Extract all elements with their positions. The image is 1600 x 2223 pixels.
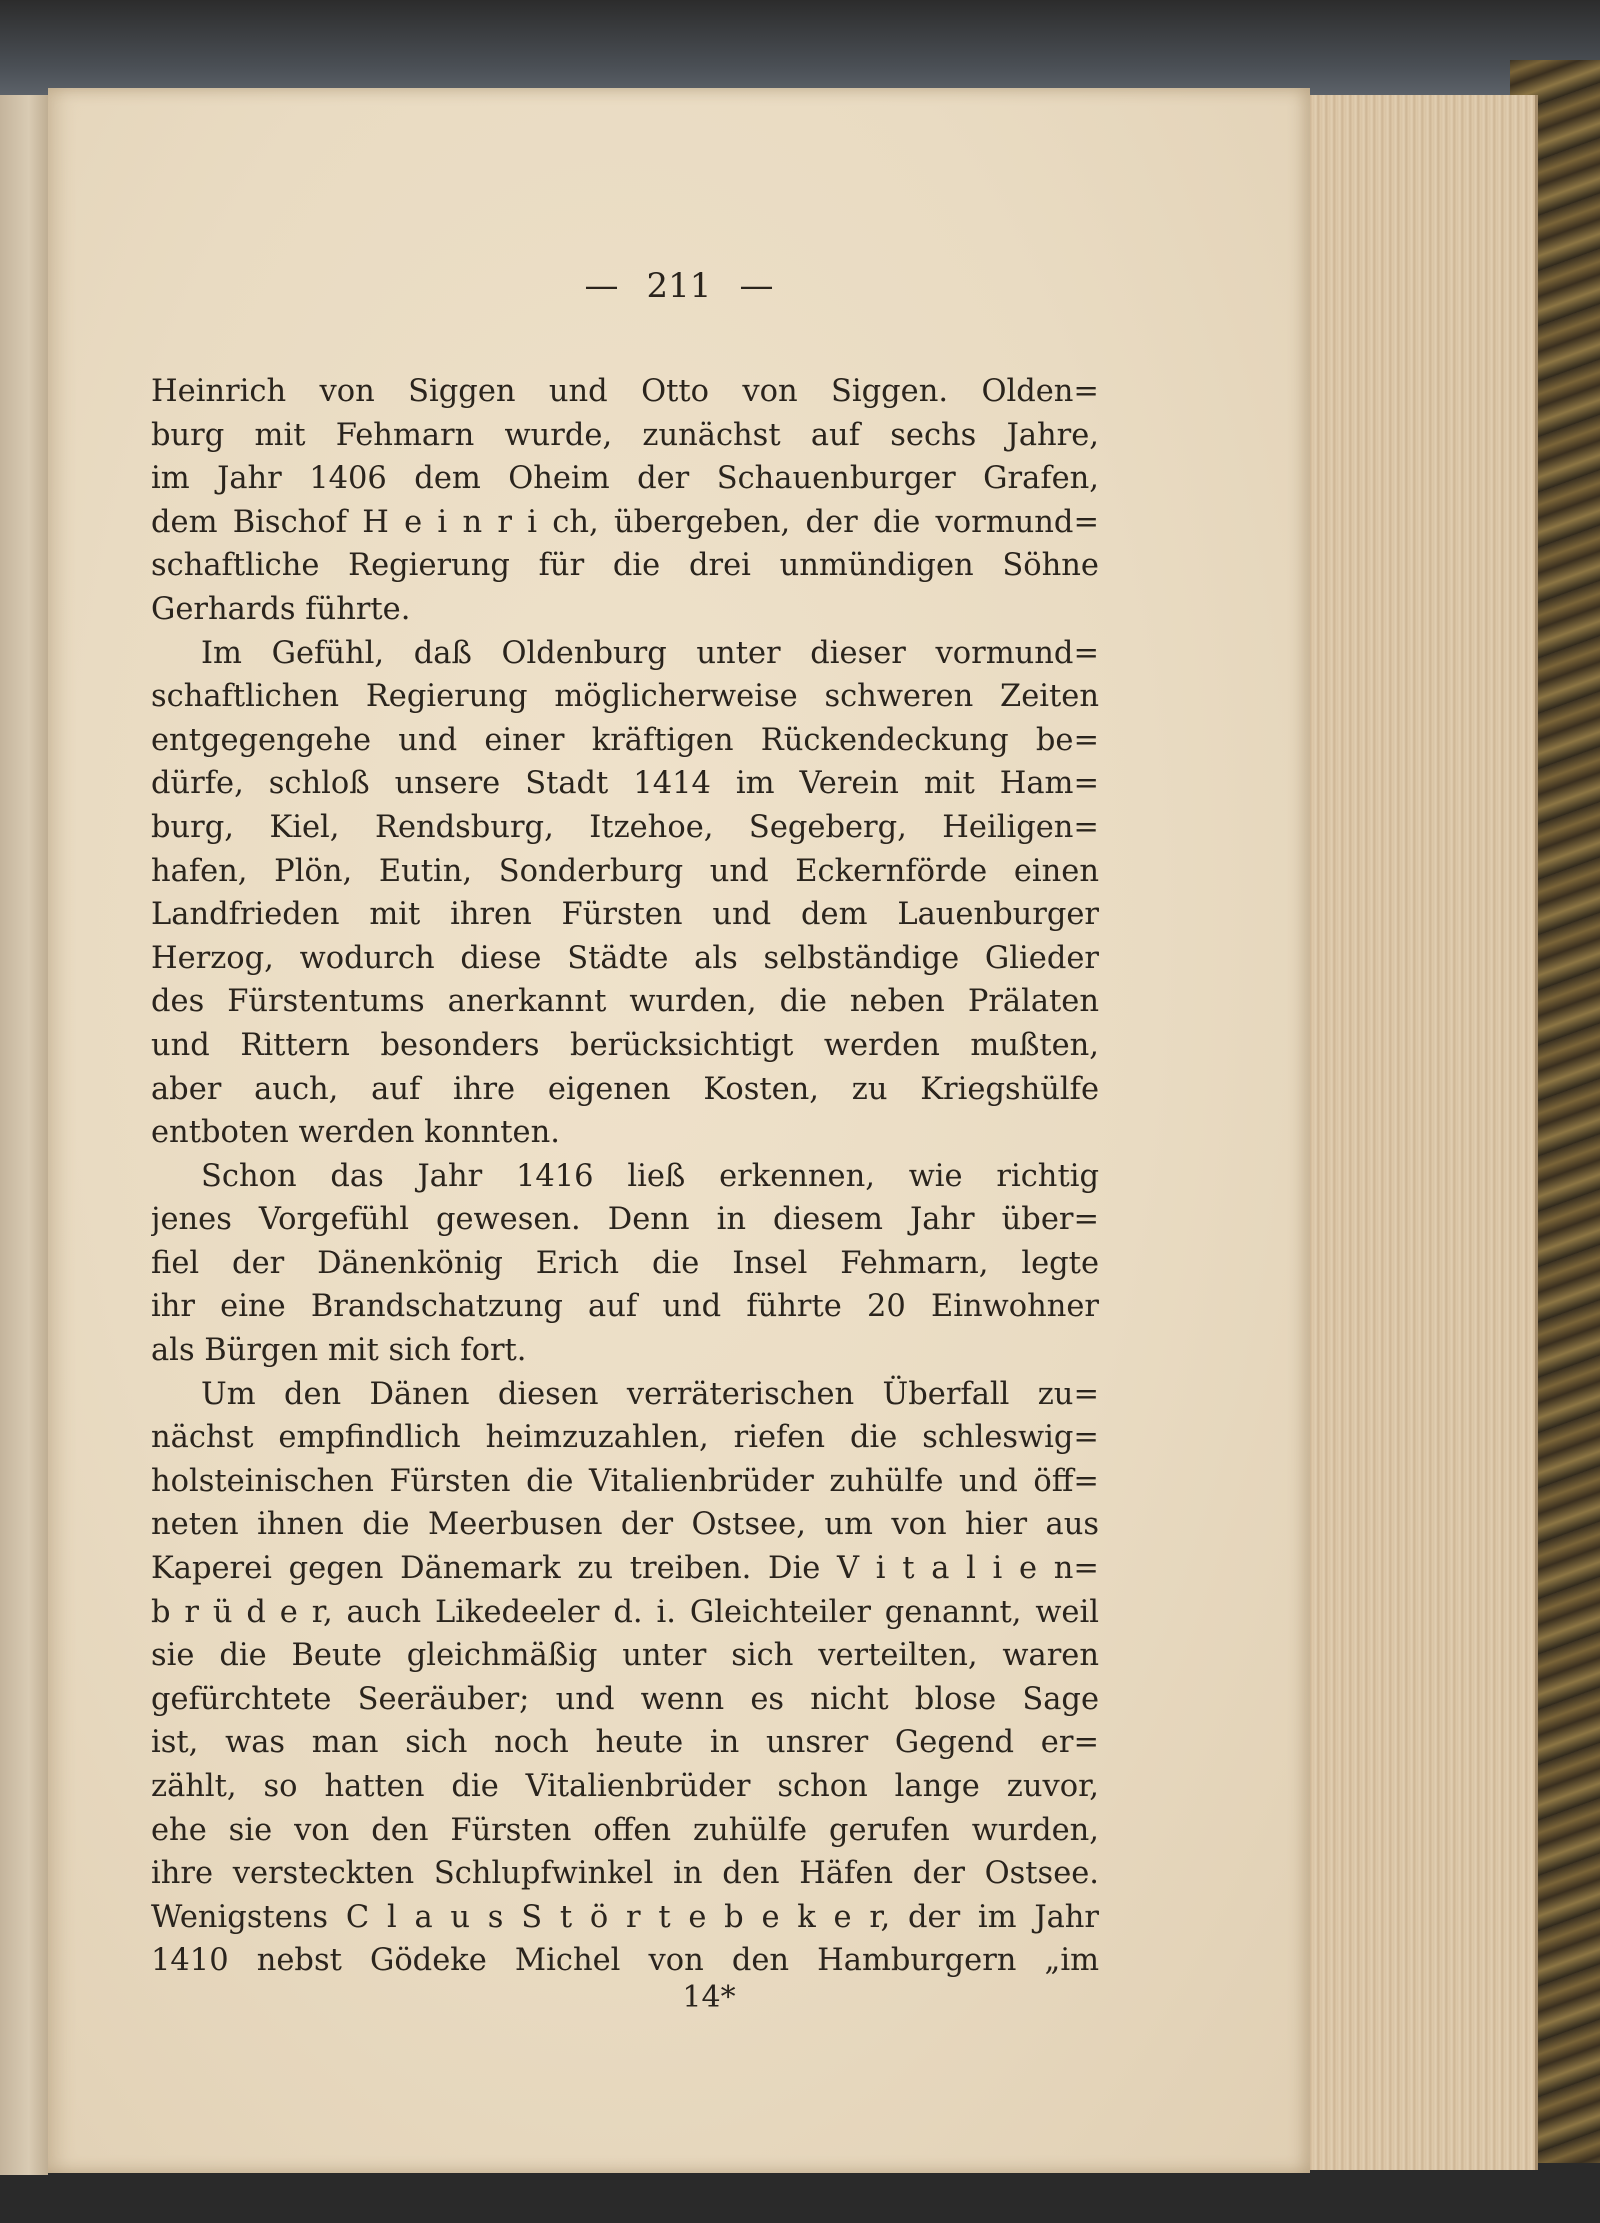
- text-line: hafen, Plön, Eutin, Sonderburg und Eckernförde einen: [151, 853, 1099, 889]
- text-line: Um den Dänen diesen verräterischen Überfall zu=: [201, 1376, 1099, 1412]
- facing-page-edge: [0, 95, 48, 2175]
- text-line: ihr eine Brandschatzung auf und führte 20 Einwohner: [151, 1289, 1099, 1325]
- header-dash-right: —: [739, 266, 774, 306]
- text-line: nächst empfindlich heimzuzahlen, riefen die schleswig=: [151, 1420, 1099, 1456]
- header-dash-left: —: [584, 266, 619, 306]
- text-line: fiel der Dänenkönig Erich die Insel Fehmarn, legte: [151, 1245, 1099, 1281]
- book-page: [48, 88, 1310, 2173]
- text-line: burg mit Fehmarn wurde, zunächst auf sechs Jahre,: [151, 417, 1099, 453]
- text-line: entboten werden konnten.: [151, 1115, 560, 1151]
- text-line: Wenigstens C l a u s S t ö r t e b e k e r, der im Jahr: [151, 1899, 1099, 1935]
- text-line: schaftlichen Regierung möglicherweise schweren Zeiten: [151, 679, 1099, 715]
- text-line: des Fürstentums anerkannt wurden, die neben Prälaten: [151, 984, 1099, 1020]
- text-line: Kaperei gegen Dänemark zu treiben. Die V i t a l i e n=: [151, 1551, 1099, 1587]
- page-header: [48, 266, 1310, 306]
- text-line: aber auch, auf ihre eigenen Kosten, zu Kriegshülfe: [151, 1071, 1099, 1107]
- text-line: Heinrich von Siggen und Otto von Siggen. Olden=: [151, 374, 1099, 409]
- text-line: Landfrieden mit ihren Fürsten und dem Lauenburger: [151, 897, 1099, 933]
- text-line: Gerhards führte.: [151, 591, 411, 627]
- text-line: schaftliche Regierung für die drei unmündigen Söhne: [151, 548, 1099, 584]
- text-line: zählt, so hatten die Vitalienbrüder schon lange zuvor,: [151, 1769, 1099, 1804]
- text-line: burg, Kiel, Rendsburg, Itzehoe, Segeberg, Heiligen=: [151, 809, 1099, 845]
- text-line: und Rittern besonders berücksichtigt werden mußten,: [151, 1027, 1099, 1063]
- text-line: neten ihnen die Meerbusen der Ostsee, um von hier aus: [151, 1507, 1099, 1543]
- text-line: b r ü d e r, auch Likedeeler d. i. Gleichteiler genannt, weil: [151, 1594, 1099, 1630]
- text-line: 1410 nebst Gödeke Michel von den Hamburgern „im: [151, 1943, 1099, 1979]
- text-line: gefürchtete Seeräuber; und wenn es nicht blose Sage: [151, 1681, 1099, 1717]
- text-line: sie die Beute gleichmäßig unter sich verteilten, waren: [151, 1638, 1099, 1674]
- signature-mark: 14*: [682, 1980, 736, 2015]
- text-line: Im Gefühl, daß Oldenburg unter dieser vormund=: [201, 635, 1099, 671]
- text-line: im Jahr 1406 dem Oheim der Schauenburger Grafen,: [151, 461, 1099, 497]
- text-line: dem Bischof H e i n r i ch, übergeben, der die vormund=: [151, 504, 1099, 540]
- text-line: jenes Vorgefühl gewesen. Denn in diesem Jahr über=: [151, 1202, 1099, 1238]
- book-cover-top: [0, 0, 1600, 95]
- text-line: Herzog, wodurch diese Städte als selbständige Glieder: [151, 940, 1099, 976]
- body-text: [151, 370, 1099, 1983]
- text-line: ihre versteckten Schlupfwinkel in den Häfen der Ostsee.: [151, 1856, 1099, 1892]
- text-line: als Bürgen mit sich fort.: [151, 1333, 527, 1369]
- text-line: ehe sie von den Fürsten offen zuhülfe gerufen wurden,: [151, 1812, 1099, 1848]
- text-line: dürfe, schloß unsere Stadt 1414 im Verein mit Ham=: [151, 766, 1099, 802]
- text-line: entgegengehe und einer kräftigen Rückendeckung be=: [151, 722, 1099, 758]
- text-line: ist, was man sich noch heute in unsrer Gegend er=: [151, 1725, 1099, 1761]
- text-line: holsteinischen Fürsten die Vitalienbrüder zuhülfe und öff=: [151, 1463, 1099, 1499]
- text-line: Schon das Jahr 1416 ließ erkennen, wie richtig: [201, 1158, 1099, 1194]
- page-block-edges: [1305, 95, 1538, 2170]
- page-number: 211: [646, 266, 712, 306]
